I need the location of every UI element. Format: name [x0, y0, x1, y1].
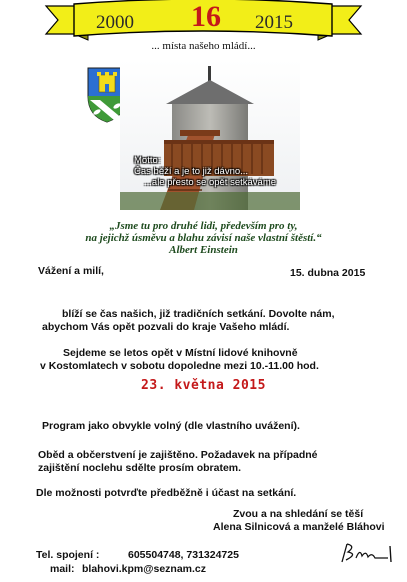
- phone-label: Tel. spojení :: [36, 549, 100, 561]
- end-year: 2015: [255, 12, 293, 33]
- paragraph-line: Program jako obvykle volný (dle vlastního uvážení).: [42, 420, 300, 432]
- subtitle: ... místa našeho mládí...: [151, 40, 256, 52]
- handwritten-signature: [338, 538, 398, 568]
- phone-numbers: 605504748, 731324725: [128, 549, 239, 561]
- paragraph-line: zajištění noclehu sdělte prosím obratem.: [38, 462, 242, 474]
- quote-line: „Jsme tu pro druhé lidi, především pro ty,: [109, 220, 298, 232]
- paragraph-line: Oběd a občerstvení je zajištěno. Požadavek na případné: [38, 449, 318, 461]
- letter-date: 15. dubna 2015: [290, 267, 366, 279]
- email-link[interactable]: blahovi.kpm@seznam.cz: [82, 563, 207, 575]
- paragraph-line: abychom Vás opět pozvali do kraje Vašeho mládí.: [42, 321, 290, 333]
- paragraph-line: blíží se čas našich, již tradičních setkání. Dovolte nám,: [62, 308, 335, 320]
- lookout-tower-photo: [120, 60, 300, 210]
- start-year: 2000: [96, 12, 134, 33]
- signers: Alena Silnicová a manželé Bláhovi: [213, 521, 385, 533]
- photo-motto: [134, 155, 300, 188]
- paragraph-line: v Kostomlatech v sobotu dopoledne mezi 10.-11.00 hod.: [40, 360, 319, 372]
- motto-line: ...ale přesto se opět setkáváme: [144, 177, 277, 188]
- salutation: Vážení a milí,: [38, 265, 104, 277]
- motto-line: Čas běží a je to již dávno...: [134, 166, 249, 177]
- event-date: 23. května 2015: [141, 378, 266, 393]
- quote-author: Albert Einstein: [169, 244, 238, 256]
- anniversary-number: 16: [191, 0, 221, 33]
- quote-line: na jejichž úsměvu a blahu závisí naše vlastní štěstí.“: [85, 232, 322, 244]
- paragraph-line: Sejdeme se letos opět v Místní lidové knihovně: [63, 347, 298, 359]
- closing: Zvou a na shledání se těší: [233, 508, 364, 520]
- paragraph-line: Dle možnosti potvrďte předběžně i účast na setkání.: [36, 487, 297, 499]
- motto-line: Motto:: [134, 155, 161, 166]
- mail-label: mail:: [50, 563, 75, 575]
- einstein-quote: [0, 220, 407, 256]
